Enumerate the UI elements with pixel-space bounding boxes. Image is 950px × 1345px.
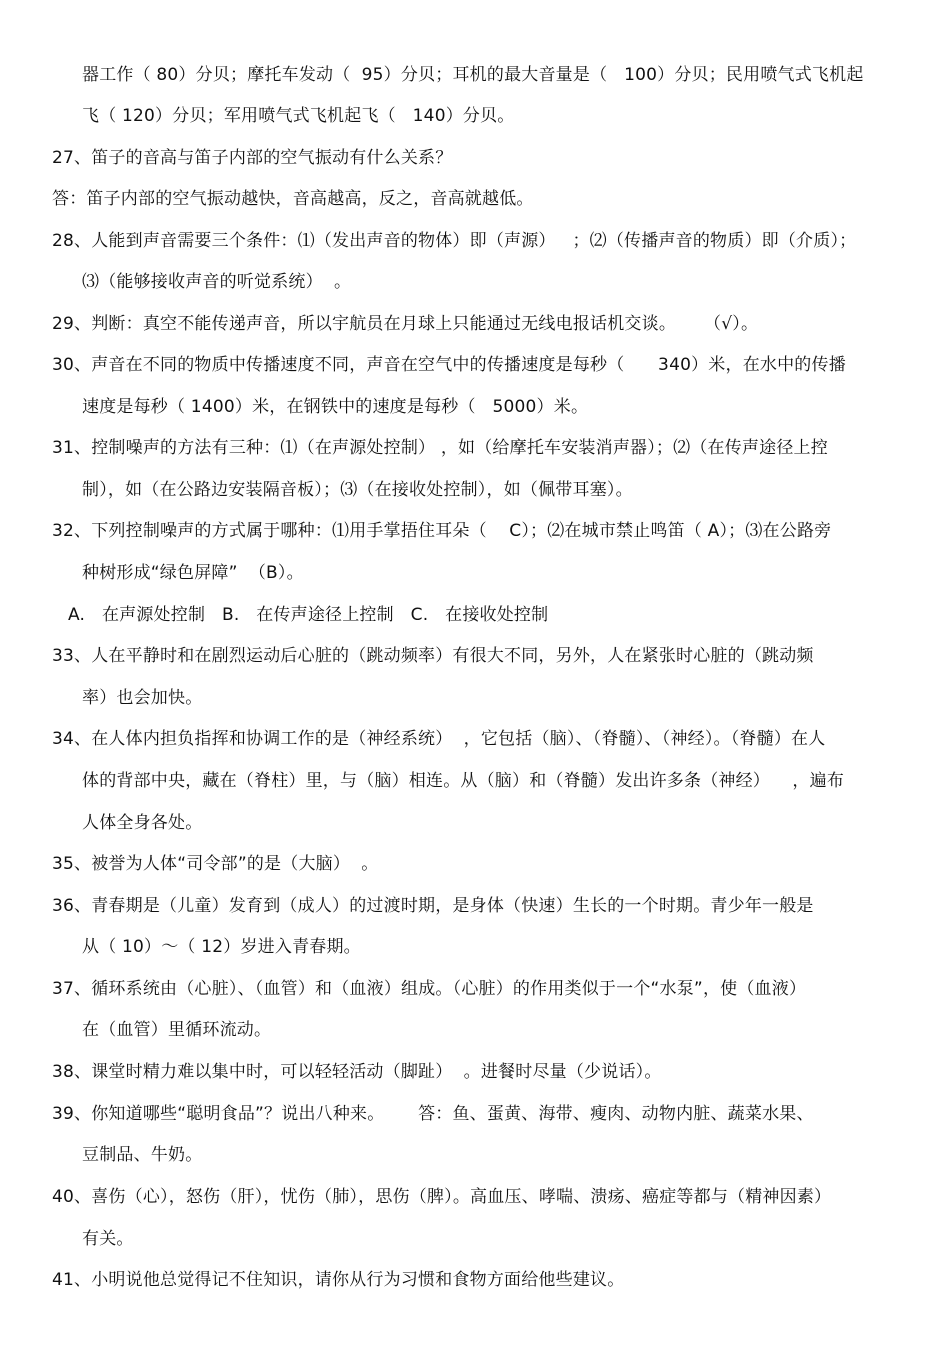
text-line: 31、控制噪声的方法有三种：⑴（在声源处控制） ，如（给摩托车安装消声器）；⑵（在传声途径上控 [52, 438, 828, 458]
text-line: 器工作（ 80）分贝；摩托车发动（ 95）分贝；耳机的最大音量是（ 100）分贝；民用喷气式飞机起 [82, 65, 864, 85]
text-line: 39、你知道哪些“聪明食品”？说出八种来。 答：鱼、蛋黄、海带、瘦肉、动物内脏、蔬菜水果、 [52, 1104, 814, 1124]
text-line: 人体全身各处。 [82, 813, 203, 833]
text-line: 32、下列控制噪声的方式属于哪种：⑴用手掌捂住耳朵（ C）；⑵在城市禁止鸣笛（ A）；⑶在公路旁 [52, 521, 832, 541]
text-line: 体的背部中央，藏在（脊柱）里，与（脑）相连。从（脑）和（脊髓）发出许多条（神经） ，遍布 [82, 771, 845, 791]
text-line: 28、人能到声音需要三个条件：⑴（发出声音的物体）即（声源） ；⑵（传播声音的物质）即（介质）； [52, 231, 857, 251]
text-line: 制），如（在公路边安装隔音板）；⑶（在接收处控制），如（佩带耳塞）。 [82, 480, 633, 500]
text-line: 36、青春期是（儿童）发育到（成人）的过渡时期，是身体（快速）生长的一个时期。青少年一般是 [52, 896, 814, 916]
text-line: 飞（ 120）分贝；军用喷气式飞机起飞（ 140）分贝。 [82, 106, 515, 126]
text-line: 速度是每秒（ 1400）米，在钢铁中的速度是每秒（ 5000）米。 [82, 397, 589, 417]
text-line: 35、被誉为人体“司令部”的是（大脑） 。 [52, 854, 379, 874]
text-line: 在（血管）里循环流动。 [82, 1020, 272, 1040]
text-line: 29、判断：真空不能传递声音，所以宇航员在月球上只能通过无线电报话机交谈。 （√）。 [52, 314, 759, 334]
text-line: A. 在声源处控制 B. 在传声途径上控制 C. 在接收处控制 [68, 605, 549, 625]
text-line: 41、小明说他总觉得记不住知识，请你从行为习惯和食物方面给他些建议。 [52, 1270, 625, 1290]
text-line: 答：笛子内部的空气振动越快，音高越高，反之，音高就越低。 [52, 189, 534, 209]
text-line: 种树形成“绿色屏障” （B）。 [82, 563, 304, 583]
text-line: 40、喜伤（心），怒伤（肝），忧伤（肺），思伤（脾）。高血压、哮喘、溃疡、癌症等都与（精神因素） [52, 1187, 832, 1207]
text-line: 从（ 10）～（ 12）岁进入青春期。 [82, 937, 361, 957]
text-line: 33、人在平静时和在剧烈运动后心脏的（跳动频率）有很大不同，另外，人在紧张时心脏的（跳动频 [52, 646, 814, 666]
text-line: 有关。 [82, 1229, 134, 1249]
text-line: ⑶（能够接收声音的听觉系统） 。 [82, 272, 352, 292]
text-line: 37、循环系统由（心脏）、（血管）和（血液）组成。（心脏）的作用类似于一个“水泵”，使（血液） [52, 979, 807, 999]
text-line: 豆制品、牛奶。 [82, 1145, 203, 1165]
text-line: 38、课堂时精力难以集中时，可以轻轻活动（脚趾） 。进餐时尽量（少说话）。 [52, 1062, 662, 1082]
text-line: 27、笛子的音高与笛子内部的空气振动有什么关系？ [52, 148, 453, 168]
text-line: 30、声音在不同的物质中传播速度不同，声音在空气中的传播速度是每秒（ 340）米，在水中的传播 [52, 355, 846, 375]
text-line: 率）也会加快。 [82, 688, 203, 708]
text-line: 34、在人体内担负指挥和协调工作的是（神经系统） ，它包括（脑）、（脊髓）、（神经）。（脊髓）在人 [52, 729, 826, 749]
